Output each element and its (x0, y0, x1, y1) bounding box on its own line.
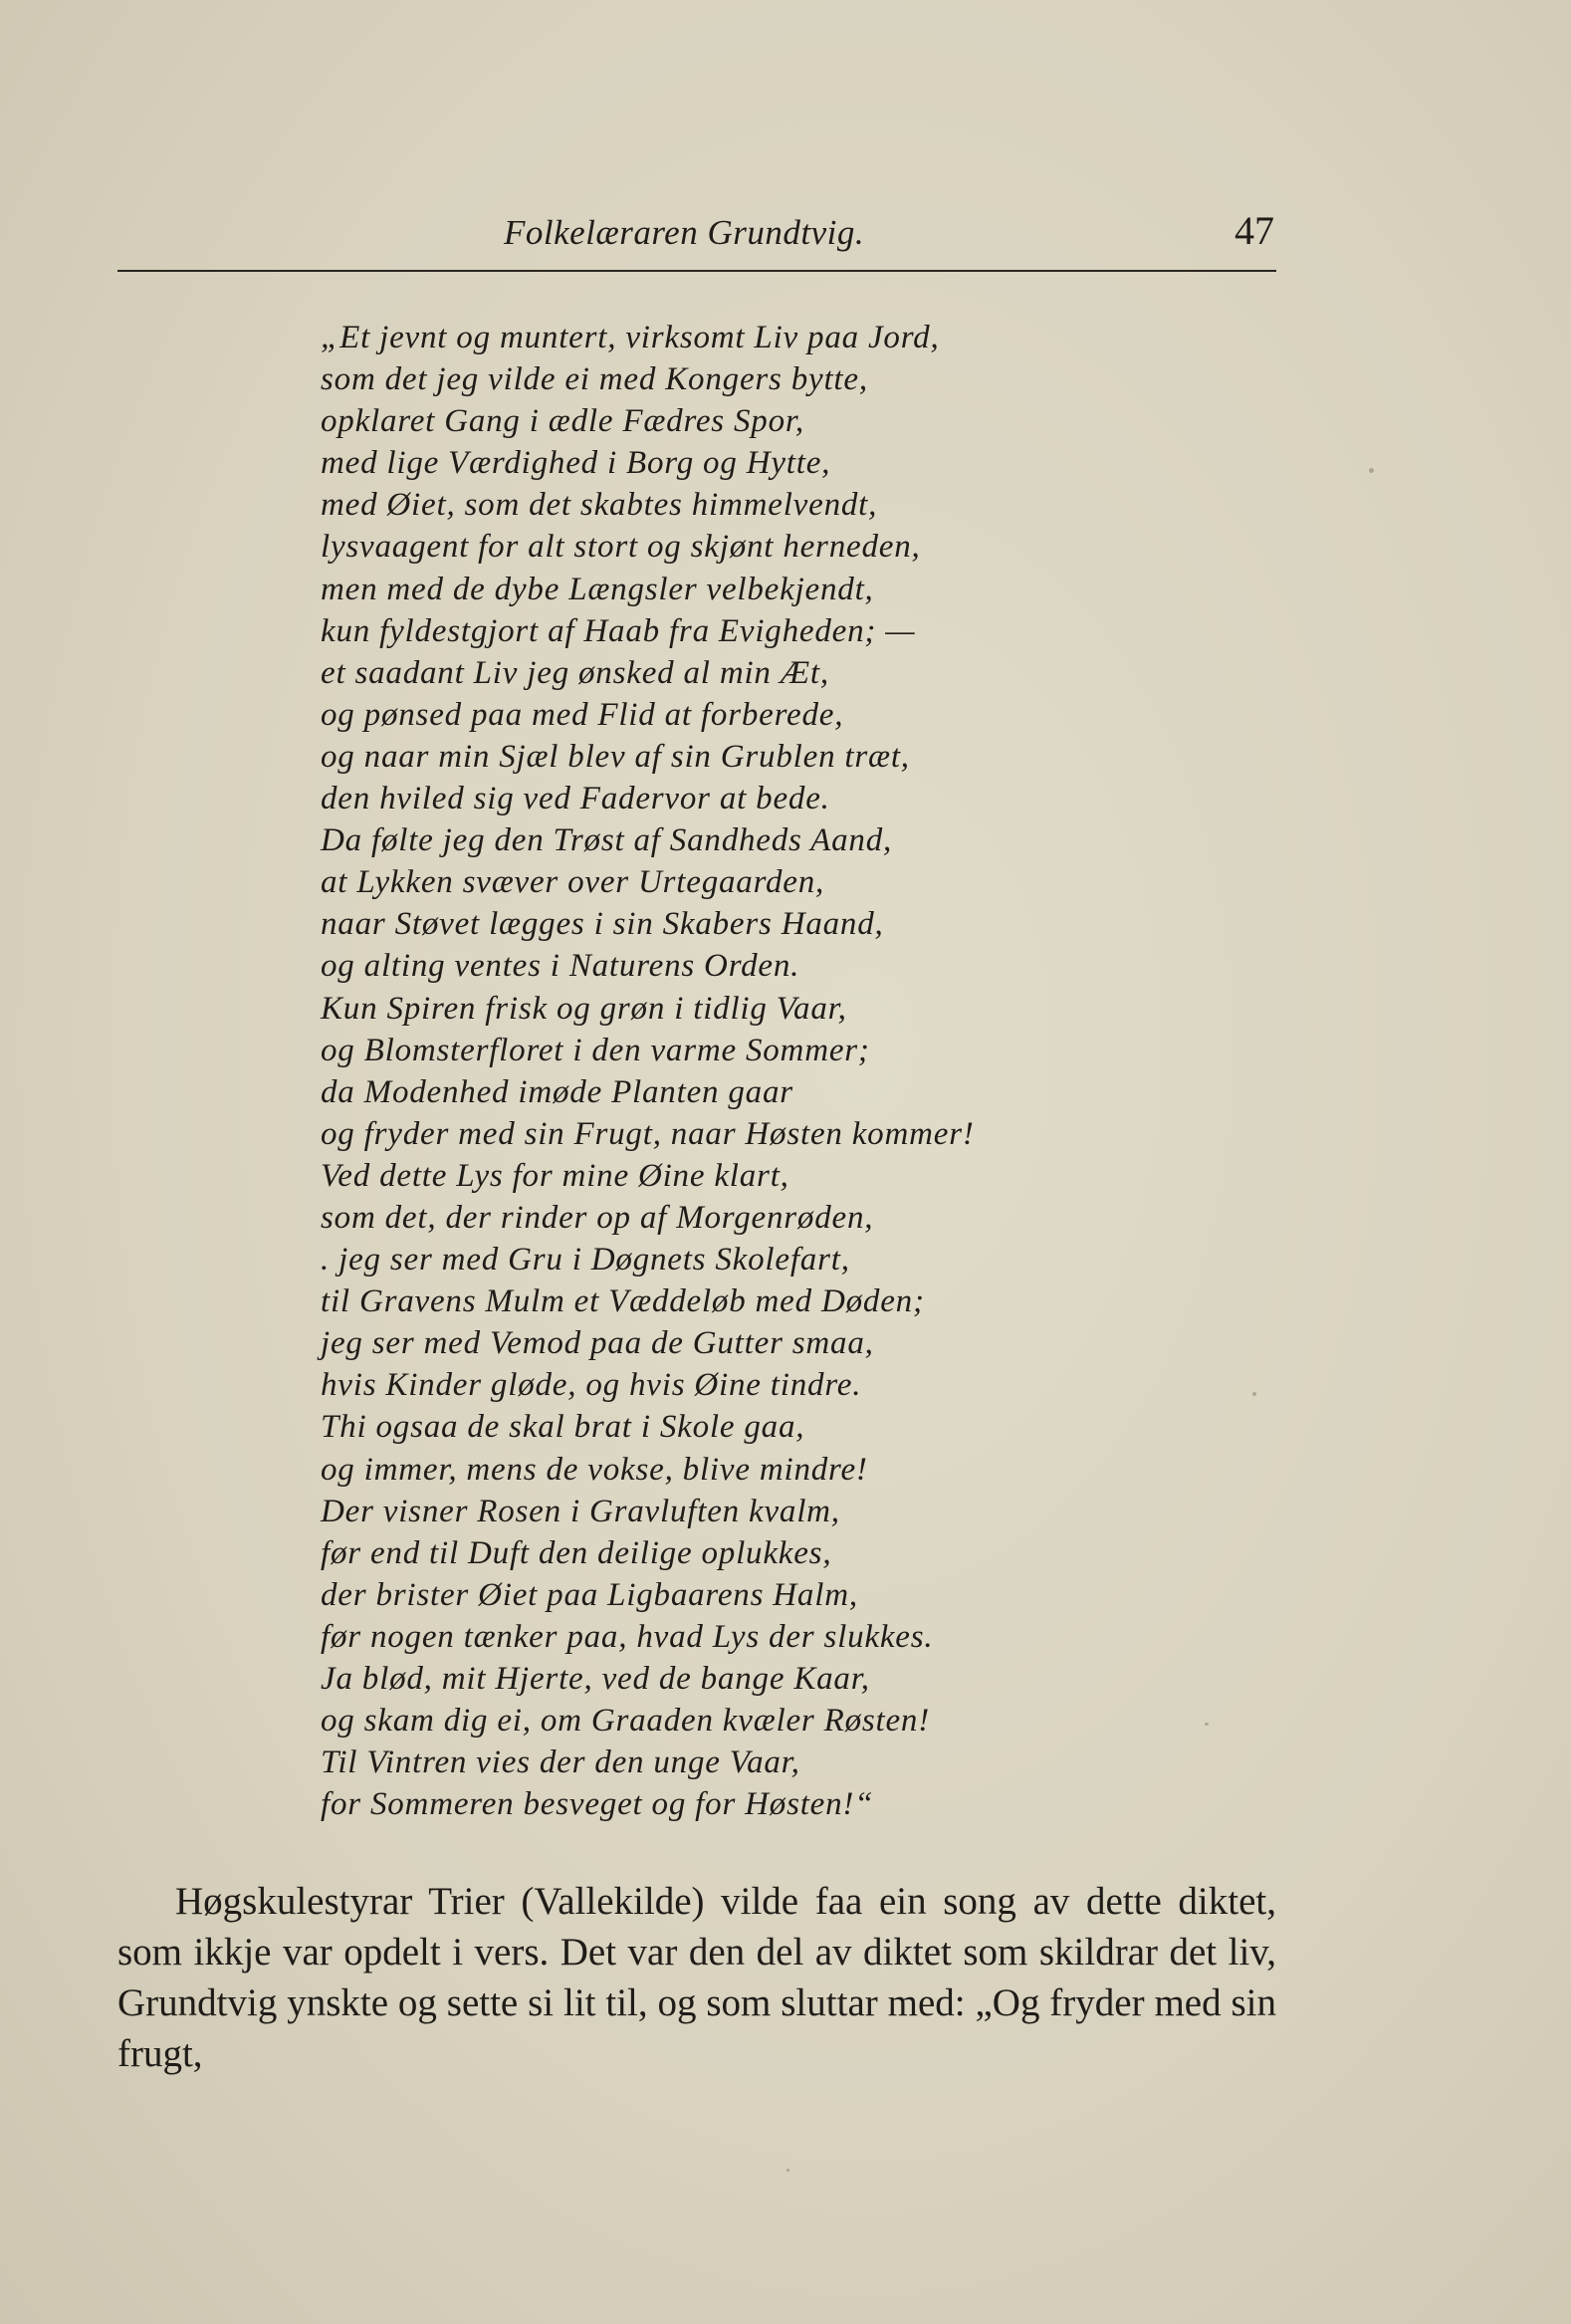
poem-line: før nogen tænker paa, hvad Lys der slukkes. (321, 1618, 934, 1655)
poem-line: og immer, mens de vokse, blive mindre! (321, 1451, 868, 1488)
poem-line: som det, der rinder op af Morgenrøden, (321, 1199, 874, 1236)
running-title: Folkelæraren Grundtvig. (504, 213, 865, 252)
poem-line: et saadant Liv jeg ønsked al min Æt, (321, 654, 829, 691)
paper-speck (786, 2169, 789, 2172)
page-number: 47 (1234, 208, 1274, 253)
poem-line: Til Vintren vies der den unge Vaar, (321, 1744, 800, 1781)
poem-line: og alting ventes i Naturens Orden. (321, 948, 800, 985)
poem-line: Thi ogsaa de skal brat i Skole gaa, (321, 1409, 805, 1446)
poem-line: lysvaagent for alt stort og skjønt herneden, (321, 529, 921, 566)
poem-line: der brister Øiet paa Ligbaarens Halm, (321, 1576, 858, 1613)
poem-line: Ja blød, mit Hjerte, ved de bange Kaar, (321, 1661, 870, 1697)
poem-line: og fryder med sin Frugt, naar Høsten kommer! (321, 1115, 975, 1152)
poem-line: . jeg ser med Gru i Døgnets Skolefart, (321, 1242, 850, 1278)
poem-line: da Modenhed imøde Planten gaar (321, 1073, 793, 1110)
poem-line: hvis Kinder gløde, og hvis Øine tindre. (321, 1367, 862, 1404)
poem-line: og Blomsterfloret i den varme Sommer; (321, 1032, 870, 1068)
paper-speck (1205, 1723, 1209, 1726)
poem-line: kun fyldestgjort af Haab fra Evigheden; — (321, 612, 916, 649)
poem-block (321, 317, 1217, 1825)
header-rule (117, 270, 1276, 272)
poem-line: den hviled sig ved Fadervor at bede. (321, 781, 830, 817)
poem-line: for Sommeren besveget og for Høsten!“ (321, 1786, 874, 1823)
poem-line: før end til Duft den deilige oplukkes, (321, 1534, 832, 1571)
poem-line: „Et jevnt og muntert, virksomt Liv paa Jord, (321, 320, 940, 355)
poem-line: og naar min Sjæl blev af sin Grublen træt, (321, 738, 910, 775)
poem-line: men med de dybe Længsler velbekjendt, (321, 571, 874, 607)
poem-line: Da følte jeg den Trøst af Sandheds Aand, (321, 822, 893, 859)
poem-line: og skam dig ei, om Graaden kvæler Røsten! (321, 1703, 931, 1740)
poem-line: med lige Værdighed i Borg og Hytte, (321, 445, 831, 482)
prose-text: Høgskulestyrar Trier (Vallekilde) vilde faa ein song av dette diktet, som ikkje var opdelt i vers. Det var den del av diktet som skildrar det liv, Grundtvig ynskte og sette si lit til, og som sluttar med: „Og fryder med sin frugt, (117, 1880, 1276, 2075)
poem-line: naar Støvet lægges i sin Skabers Haand, (321, 906, 884, 943)
page-header (117, 208, 1274, 275)
poem-line: og pønsed paa med Flid at forberede, (321, 696, 844, 733)
poem-line: til Gravens Mulm et Væddeløb med Døden; (321, 1283, 925, 1320)
poem-line: jeg ser med Vemod paa de Gutter smaa, (321, 1325, 874, 1362)
poem-line: Der visner Rosen i Gravluften kvalm, (321, 1493, 840, 1529)
poem-line: opklaret Gang i ædle Fædres Spor, (321, 403, 804, 440)
paper-speck (1252, 1392, 1256, 1396)
poem-line: at Lykken svæver over Urtegaarden, (321, 864, 825, 901)
poem-line: med Øiet, som det skabtes himmelvendt, (321, 487, 878, 524)
poem-line: Ved dette Lys for mine Øine klart, (321, 1157, 789, 1194)
paper-speck (1369, 468, 1374, 473)
poem-line: Kun Spiren frisk og grøn i tidlig Vaar, (321, 990, 847, 1027)
prose-paragraph (117, 1876, 1276, 2079)
poem-line: som det jeg vilde ei med Kongers bytte, (321, 361, 868, 398)
